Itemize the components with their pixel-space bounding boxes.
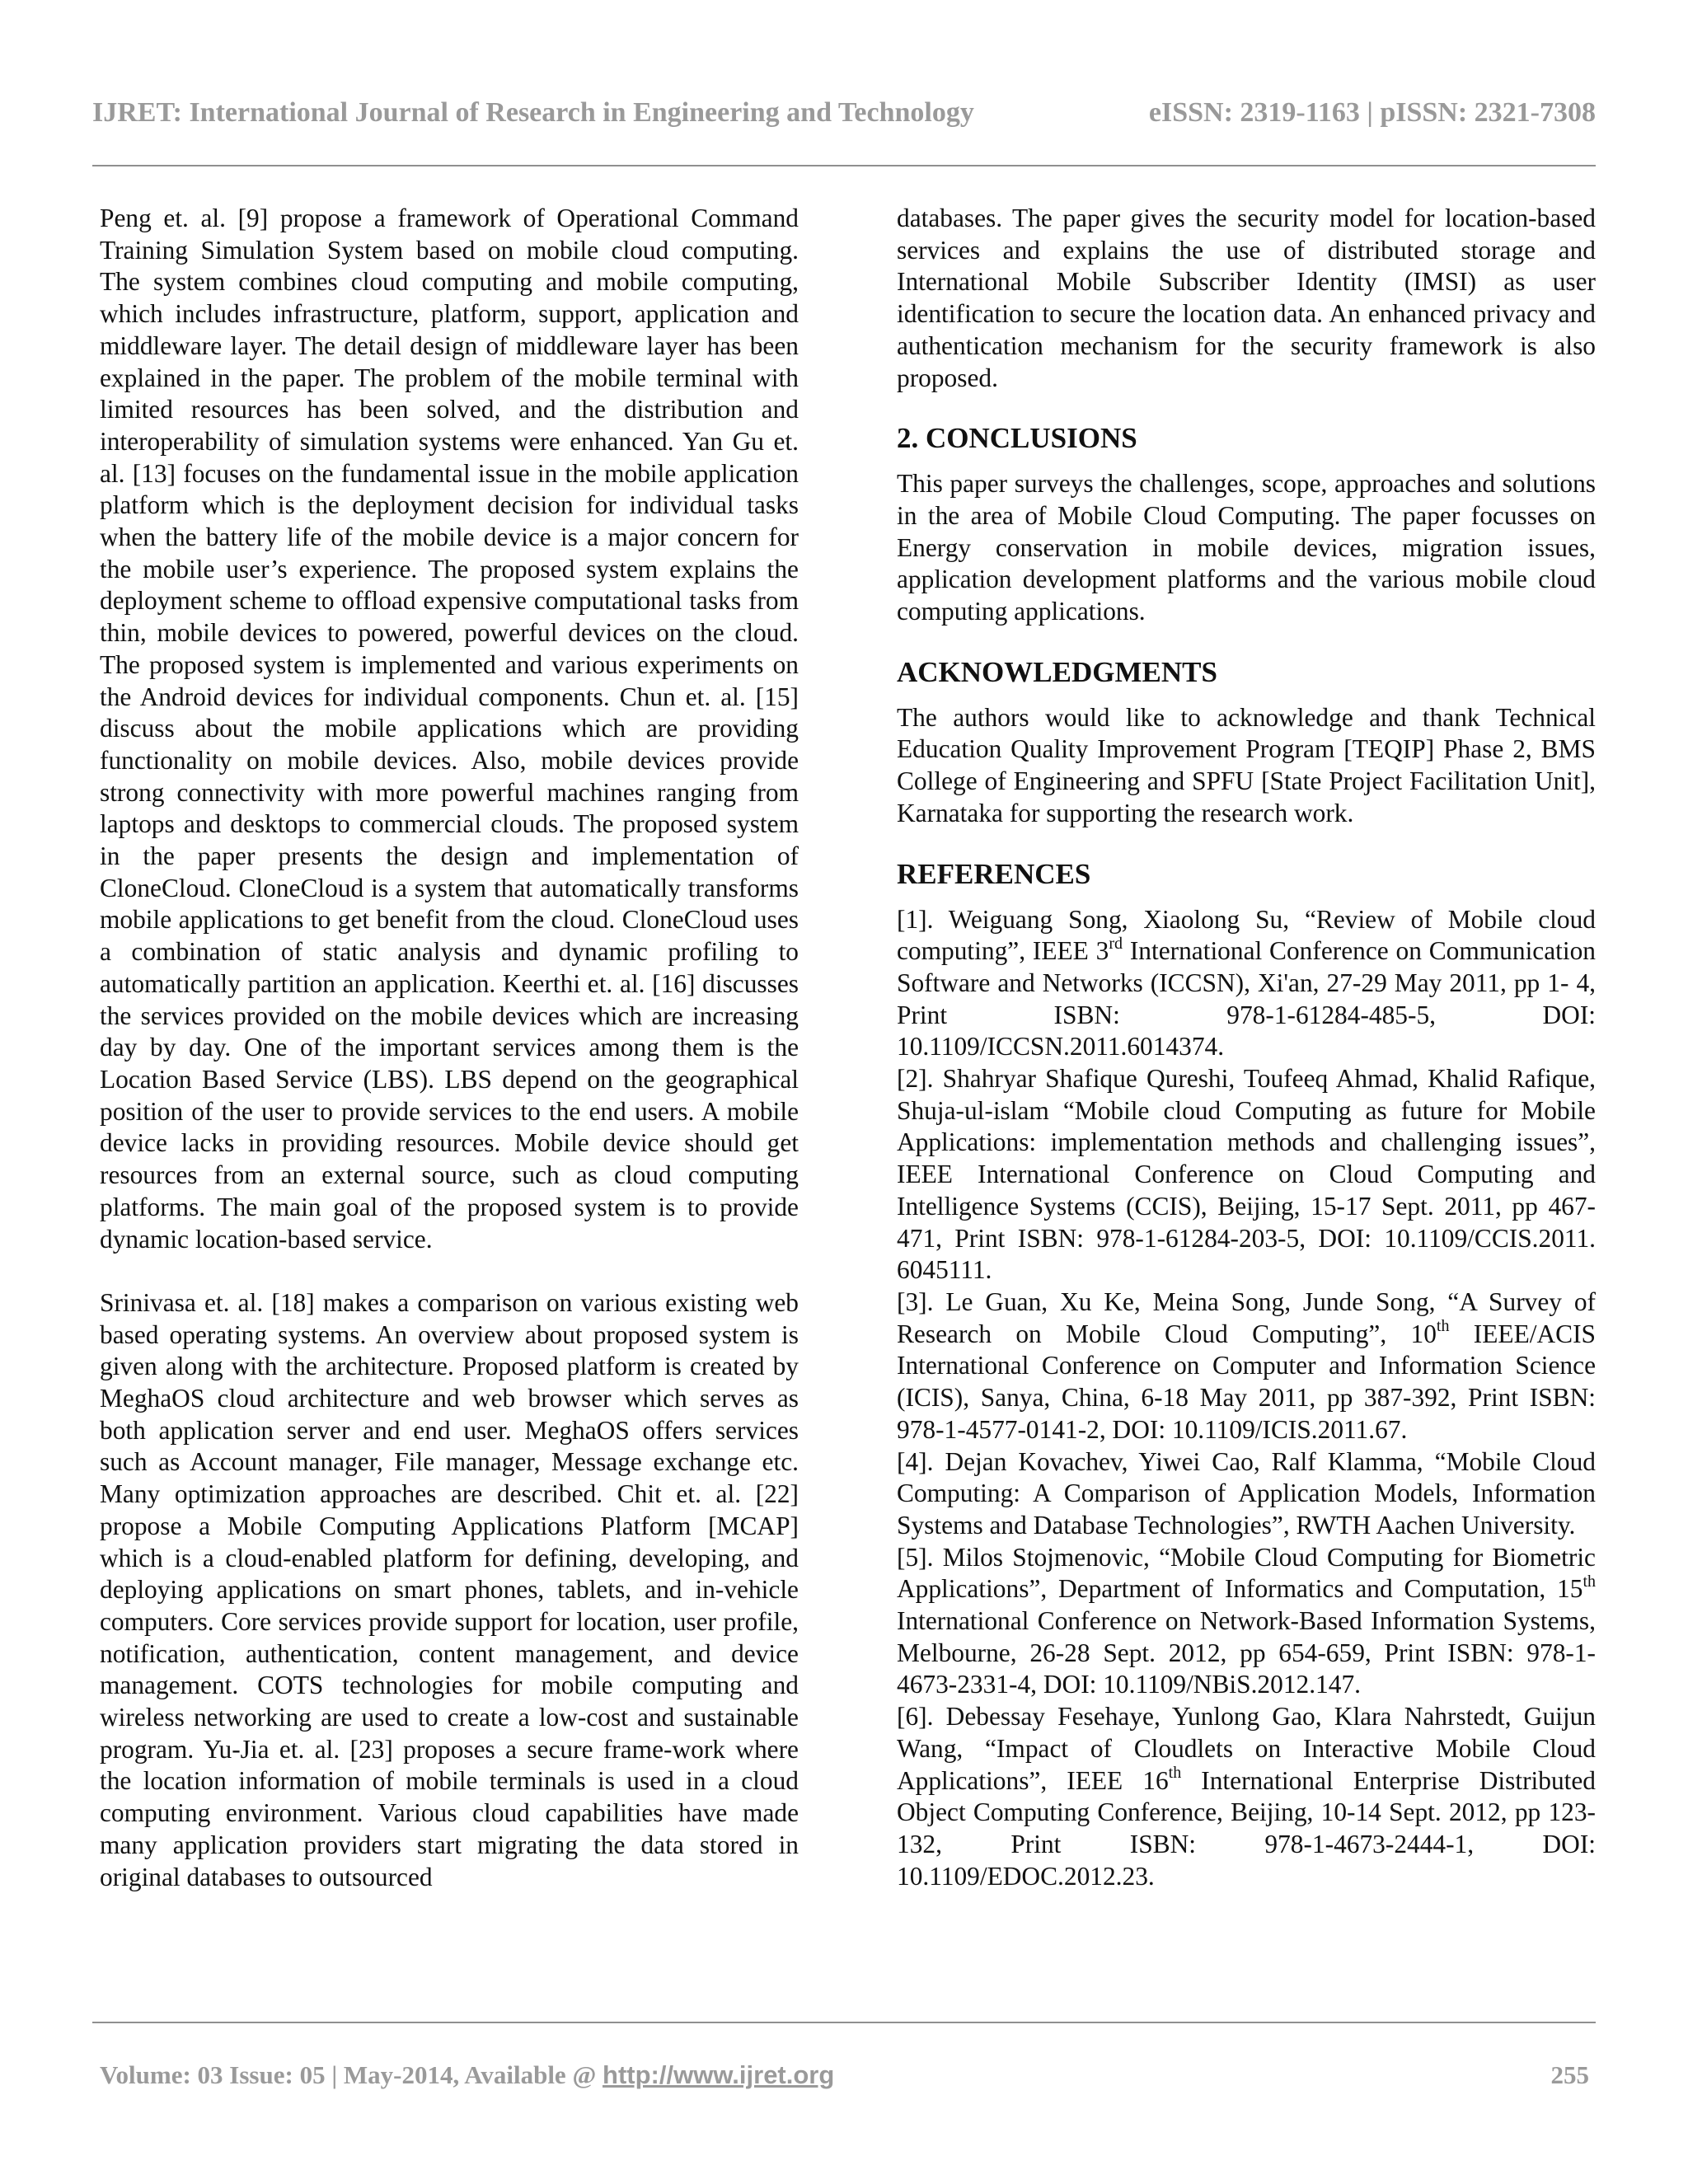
reference-item: [5]. Milos Stojmenovic, “Mobile Cloud Computing for Biometric Applications”, Department of Informatics and Computation, 15th International Conference on Network-Based Information Systems, Melbourne, 26-28 Sept. 2012, pp 654-659, Print ISBN: 978-1-4673-2331-4, DOI: 10.1109/NBiS.2012.147. [897, 1542, 1596, 1699]
acknowledgments-heading: ACKNOWLEDGMENTS [897, 655, 1217, 688]
reference-item: [2]. Shahryar Shafique Qureshi, Toufeeq Ahmad, Khalid Rafique, Shuja-ul-islam “Mobile cloud Computing as future for Mobile Applications: implementation methods and challenging issues”, IEEE International Conference on Cloud Computing and Intelligence Systems (CCIS), Beijing, 15-17 Sept. 2011, pp 467-471, Print ISBN: 978-1-61284-203-5, DOI: 10.1109/CCIS.2011. 6045111. [897, 1064, 1596, 1285]
footer-divider [92, 2022, 1596, 2023]
reference-list [897, 904, 1596, 1893]
header-divider [92, 165, 1596, 166]
body-paragraph: Peng et. al. [9] propose a framework of Operational Command Training Simulation System based on mobile cloud computing. The system combines cloud computing and mobile computing, which includes infrastructure, platform, support, application and middleware layer. The detail design of middleware layer has been explained in the paper. The problem of the mobile terminal with limited resources has been solved, and the distribution and interoperability of simulation systems were enhanced. Yan Gu et. al. [13] focuses on the fundamental issue in the mobile application platform which is the deployment decision for individual tasks when the battery life of the mobile device is a major concern for the mobile user’s experience. The proposed system explains the deployment scheme to offload expensive computational tasks from thin, mobile devices to powered, powerful devices on the cloud. The proposed system is implemented and various experiments on the Android devices for individual components. Chun et. al. [15] discuss about the mobile applications which are providing functionality on mobile devices. Also, mobile devices provide strong connectivity with more powerful machines ranging from laptops and desktops to commercial clouds. The proposed system in the paper presents the design and implementation of CloneCloud. CloneCloud is a system that automatically transforms mobile applications to get benefit from the cloud. CloneCloud uses a combination of static analysis and dynamic profiling to automatically partition an application. Keerthi et. al. [16] discusses the services provided on the mobile devices which are increasing day by day. One of the important services among them is the Location Based Service (LBS). LBS depend on the geographical position of the user to provide services to the end users. A mobile device lacks in providing resources. Mobile device should get resources from an external source, such as cloud computing platforms. The main goal of the proposed system is to provide dynamic location-based service. [100, 204, 799, 1254]
acknowledgments-text: The authors would like to acknowledge and thank Technical Education Quality Improvement Program [TEQIP] Phase 2, BMS College of Engineering and SPFU [State Project Facilitation Unit], Karnataka for supporting the research work. [897, 702, 1596, 827]
page-number: 255 [1550, 2060, 1589, 2089]
journal-title: IJRET: International Journal of Research in Engineering and Technology [92, 97, 974, 128]
journal-link[interactable]: http://www.ijret.org [603, 2060, 835, 2089]
page-footer [100, 2060, 1596, 2090]
volume-info: Volume: 03 Issue: 05 | May-2014, Available @ [100, 2060, 603, 2089]
conclusions-text: This paper surveys the challenges, scope, approaches and solutions in the area of Mobile Cloud Computing. The paper focusses on Energy conservation in mobile devices, migration issues, application development platforms and the various mobile cloud computing applications. [897, 469, 1596, 626]
references-heading: REFERENCES [897, 857, 1091, 890]
reference-item: [3]. Le Guan, Xu Ke, Meina Song, Junde Song, “A Survey of Research on Mobile Cloud Computing”, 10th IEEE/ACIS International Conference on Computer and Information Science (ICIS), Sanya, China, 6-18 May 2011, pp 387-392, Print ISBN: 978-1-4577-0141-2, DOI: 10.1109/ICIS.2011.67. [897, 1286, 1596, 1444]
reference-item: [6]. Debessay Fesehaye, Yunlong Gao, Klara Nahrstedt, Guijun Wang, “Impact of Cloudlets on Interactive Mobile Cloud Applications”, IEEE 16th International Enterprise Distributed Object Computing Conference, Beijing, 10-14 Sept. 2012, pp 123-132, Print ISBN: 978-1-4673-2444-1, DOI: 10.1109/EDOC.2012.23. [897, 1702, 1596, 1891]
body-paragraph: Srinivasa et. al. [18] makes a comparison on various existing web based operating systems. An overview about proposed system is given along with the architecture. Proposed platform is created by MeghaOS cloud architecture and web browser which serves as both application server and end user. MeghaOS offers services such as Account manager, File manager, Message exchange etc. Many optimization approaches are described. Chit et. al. [22] propose a Mobile Computing Applications Platform [MCAP] which is a cloud-enabled platform for defining, developing, and deploying applications on smart phones, tablets, and in-vehicle computers. Core services provide support for location, user profile, notification, authentication, content management, and device management. COTS technologies for mobile computing and wireless networking are used to create a low-cost and sustainable program. Yu-Jia et. al. [23] proposes a secure frame-work where the location information of mobile terminals is used in a cloud computing environment. Various cloud capabilities have made many application providers start migrating the data stored in original databases to outsourced [100, 1287, 799, 1891]
body-paragraph: databases. The paper gives the security model for location-based services and explains the use of distributed storage and International Mobile Subscriber Identity (IMSI) as user identification to secure the location data. An enhanced privacy and authentication mechanism for the security framework is also proposed. [897, 204, 1596, 392]
reference-item: [4]. Dejan Kovachev, Yiwei Cao, Ralf Klamma, “Mobile Cloud Computing: A Comparison of Application Models, Information Systems and Database Technologies”, RWTH Aachen University. [897, 1446, 1596, 1540]
right-column [897, 203, 1596, 1892]
issn-label: eISSN: 2319-1163 | pISSN: 2321-7308 [1148, 97, 1596, 128]
conclusions-heading: 2. CONCLUSIONS [897, 422, 1137, 455]
reference-item: [1]. Weiguang Song, Xiaolong Su, “Review of Mobile cloud computing”, IEEE 3rd International Conference on Communication Software and Networks (ICCSN), Xi'an, 27-29 May 2011, pp 1- 4, Print ISBN: 978-1-61284-485-5, DOI: 10.1109/ICCSN.2011.6014374. [897, 904, 1596, 1062]
left-column [100, 203, 799, 1893]
